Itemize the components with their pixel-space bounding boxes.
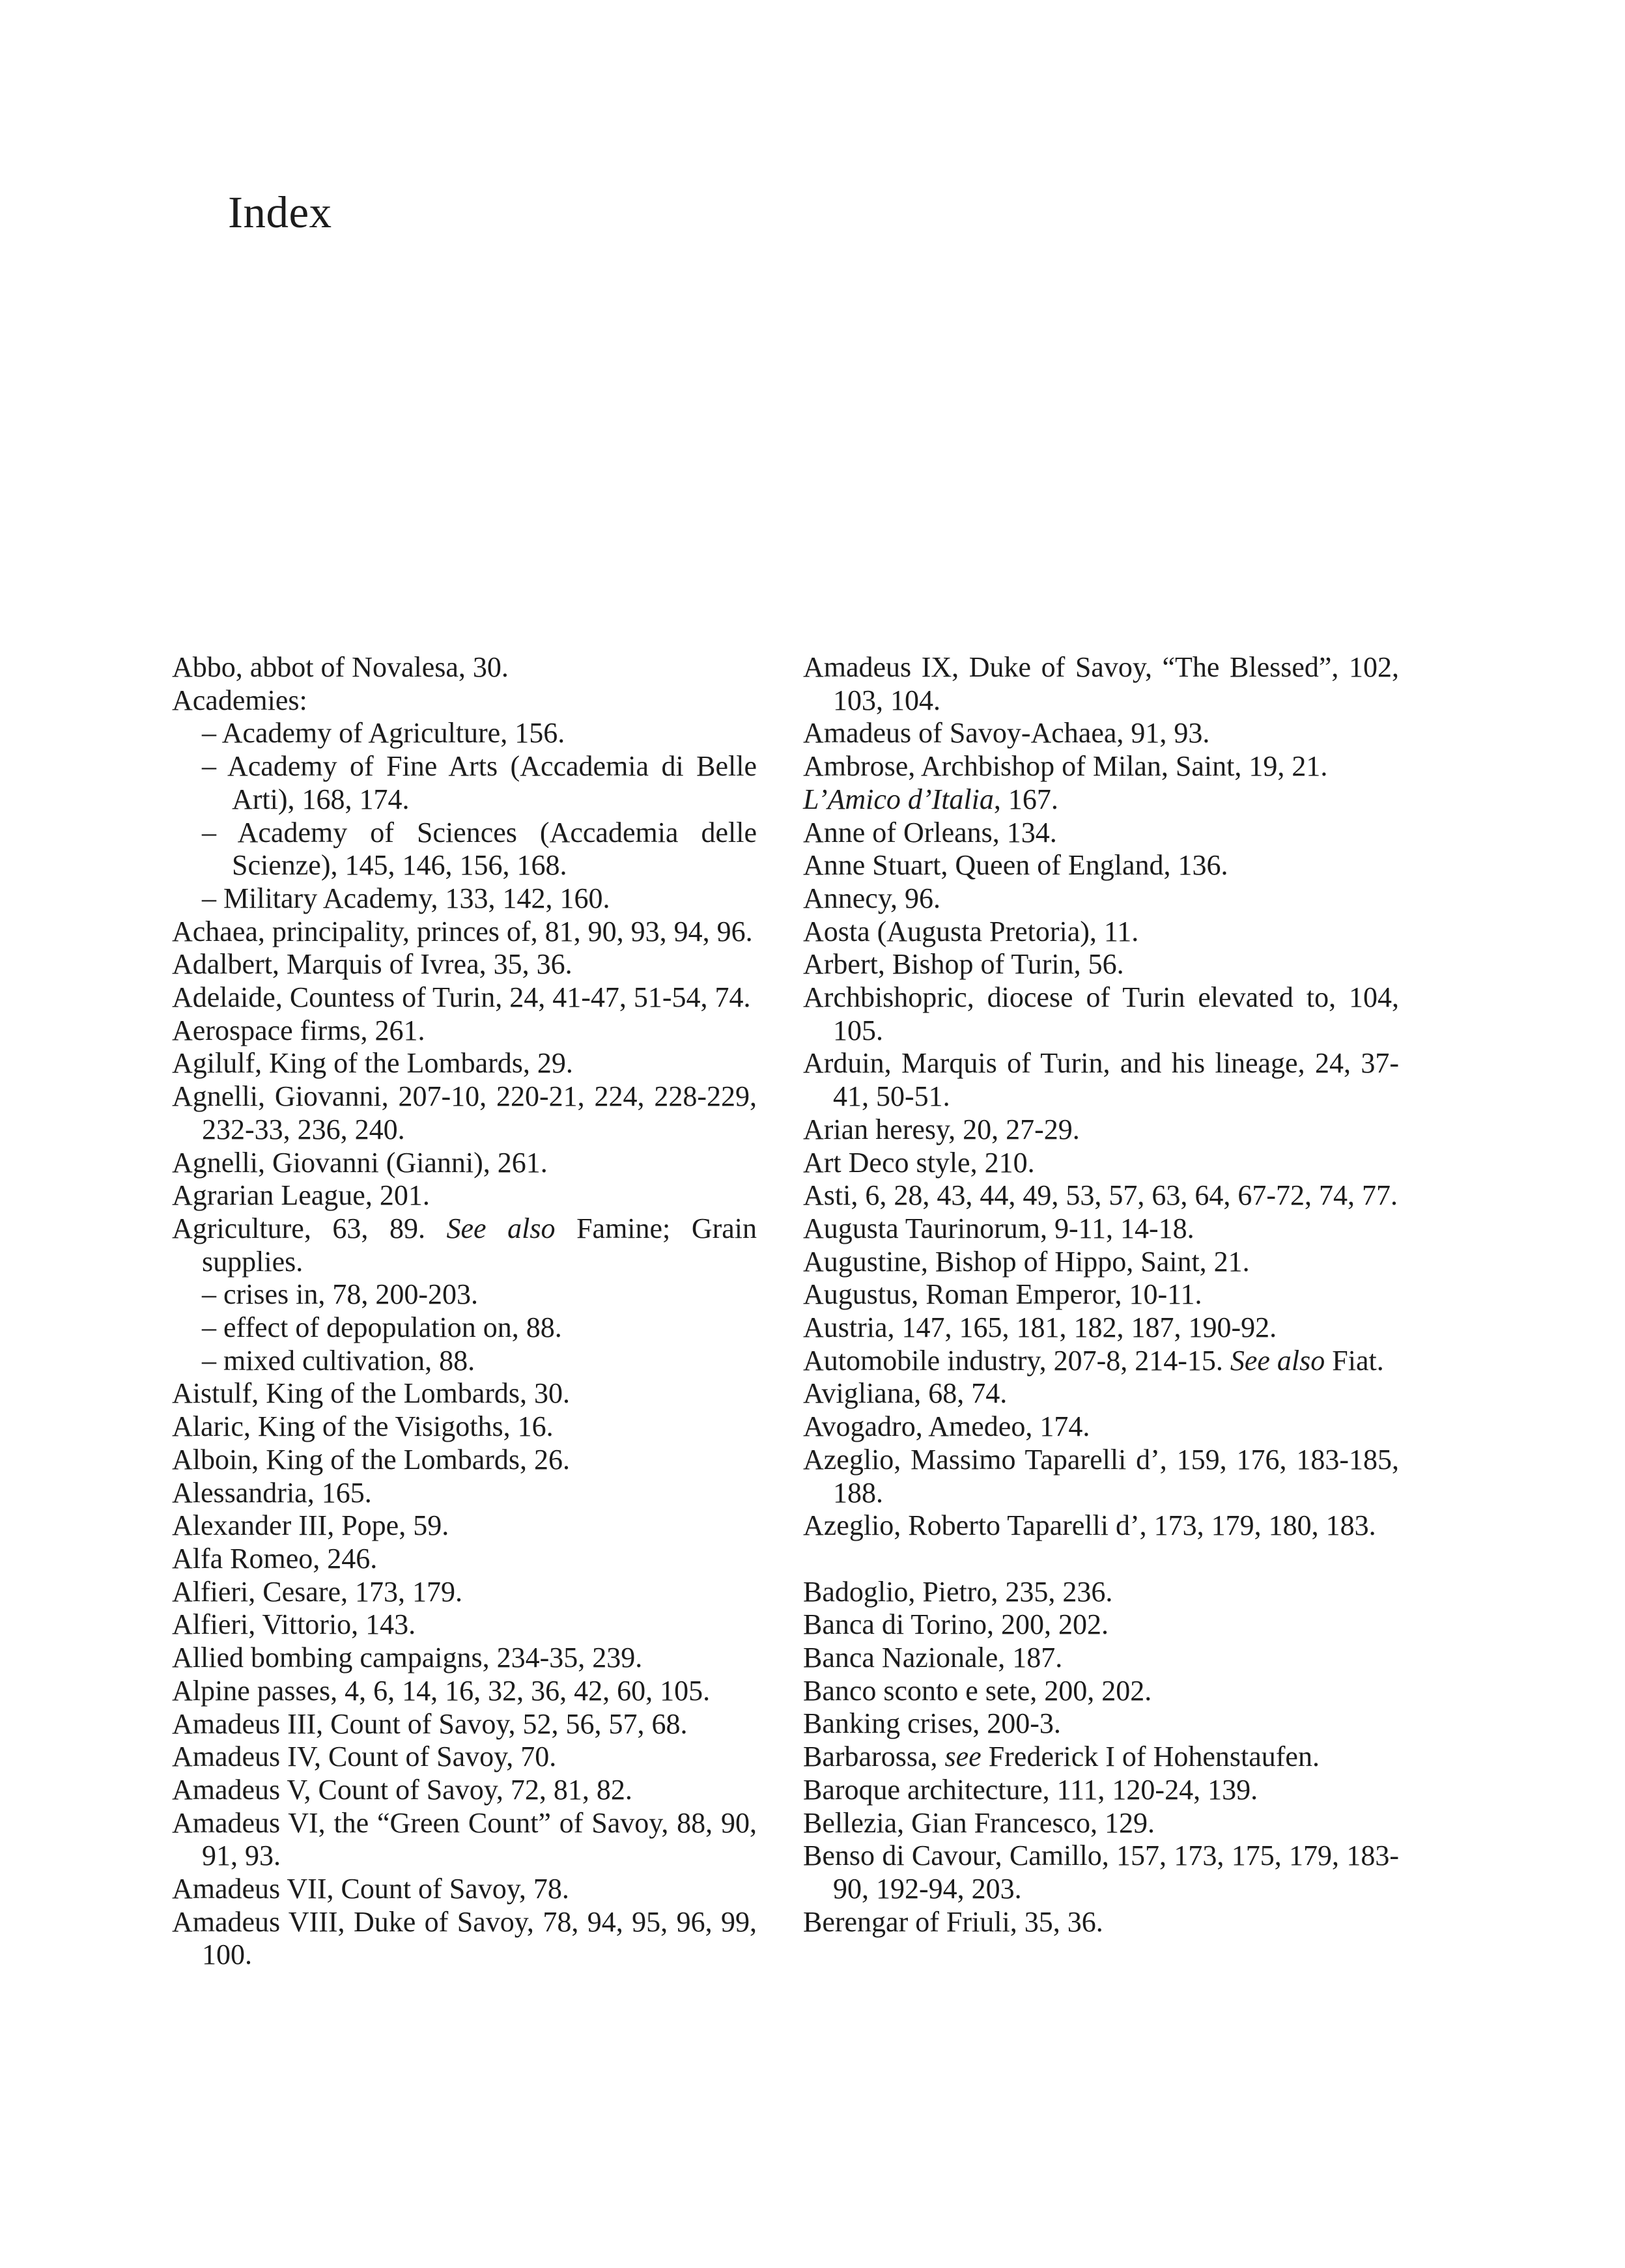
index-entry-text: Alboin, King of the Lombards, 26. — [172, 1443, 571, 1476]
index-entry-text: Agriculture, 63, 89. — [172, 1212, 447, 1244]
index-entry — [803, 1707, 1399, 1741]
index-entry — [803, 981, 1399, 1047]
index-entry-text: Baroque architecture, 111, 120-24, 139. — [803, 1773, 1258, 1806]
index-entry-text: Aerospace firms, 261. — [172, 1014, 425, 1046]
index-subentry — [172, 1278, 757, 1311]
index-entry-text: Achaea, principality, princes of, 81, 90, 93, 94, 96. — [172, 915, 753, 947]
index-entry — [803, 1807, 1399, 1840]
index-entry — [172, 1015, 757, 1048]
index-entry-text: Augusta Taurinorum, 9-11, 14-18. — [803, 1212, 1194, 1244]
index-entry-italic: L’Amico d’Italia — [803, 783, 994, 815]
index-entry-text: Azeglio, Roberto Taparelli d’, 173, 179, 180, 183. — [803, 1509, 1376, 1542]
index-entry — [803, 1246, 1399, 1279]
index-entry-text: Anne of Orleans, 134. — [803, 816, 1057, 848]
index-subentry — [172, 882, 757, 916]
index-entry — [803, 1047, 1399, 1113]
index-entry — [172, 1147, 757, 1180]
index-entry — [172, 1608, 757, 1642]
index-subentry — [172, 717, 757, 750]
index-entry — [172, 1080, 757, 1146]
index-entry-text: Alpine passes, 4, 6, 14, 16, 32, 36, 42, 60, 105. — [172, 1674, 711, 1707]
index-entry — [803, 1642, 1399, 1675]
index-entry — [172, 1741, 757, 1774]
index-entry — [172, 1543, 757, 1576]
index-entry-text: Alfa Romeo, 246. — [172, 1542, 378, 1575]
index-entry-text: Ambrose, Archbishop of Milan, Saint, 19, 21. — [803, 750, 1328, 783]
index-entry-text: Alfieri, Vittorio, 143. — [172, 1608, 416, 1641]
index-entry — [172, 1179, 757, 1212]
index-entry-text: – effect of depopulation on, 88. — [202, 1311, 562, 1344]
index-entry — [803, 882, 1399, 916]
index-entry-text: Frederick I of Hohenstaufen. — [981, 1741, 1320, 1773]
index-entry-text: Agrarian League, 201. — [172, 1179, 430, 1212]
index-subentry — [172, 817, 757, 882]
index-subentry — [172, 750, 757, 816]
index-entry-text: Banco sconto e sete, 200, 202. — [803, 1674, 1152, 1707]
index-entry — [172, 1906, 757, 1972]
index-entry-text: Aistulf, King of the Lombards, 30. — [172, 1377, 571, 1410]
index-entry-text: Annecy, 96. — [803, 882, 940, 914]
index-entry-text: Agilulf, King of the Lombards, 29. — [172, 1047, 573, 1080]
index-entry — [803, 1311, 1399, 1345]
index-entry-text: Amadeus VII, Count of Savoy, 78. — [172, 1873, 569, 1905]
index-entry-text: Arduin, Marquis of Turin, and his lineage, 24, 37-41, 50-51. — [803, 1047, 1399, 1113]
index-entry-text: – Academy of Fine Arts (Accademia di Belle Arti), 168, 174. — [202, 750, 757, 815]
index-entry — [803, 1906, 1399, 1939]
index-entry — [172, 1807, 757, 1873]
index-entry-text: Arian heresy, 20, 27-29. — [803, 1113, 1080, 1145]
index-entry-text: Anne Stuart, Queen of England, 136. — [803, 849, 1228, 882]
index-entry-text: , 167. — [993, 783, 1058, 815]
index-entry — [803, 817, 1399, 850]
index-entry — [803, 750, 1399, 783]
index-entry-text: Abbo, abbot of Novalesa, 30. — [172, 651, 509, 683]
index-entry-text: – Military Academy, 133, 142, 160. — [202, 882, 610, 914]
index-entry — [172, 651, 757, 684]
index-entry — [172, 1377, 757, 1410]
index-entry — [803, 1741, 1399, 1774]
index-entry — [172, 1047, 757, 1080]
index-entry — [803, 1113, 1399, 1147]
index-entry — [803, 1212, 1399, 1246]
index-subentry — [172, 1311, 757, 1345]
index-entry — [172, 1576, 757, 1609]
index-entry-text: Berengar of Friuli, 35, 36. — [803, 1905, 1103, 1938]
index-entry-text: Augustine, Bishop of Hippo, Saint, 21. — [803, 1245, 1250, 1278]
index-entry-text: Aosta (Augusta Pretoria), 11. — [803, 915, 1139, 947]
index-entry-text: Amadeus IV, Count of Savoy, 70. — [172, 1741, 557, 1773]
index-entry-text: Amadeus VI, the “Green Count” of Savoy, 88, 90, 91, 93. — [172, 1806, 757, 1872]
index-entry — [172, 1708, 757, 1741]
index-entry-text: Alessandria, 165. — [172, 1476, 372, 1509]
index-entry-text: Austria, 147, 165, 181, 182, 187, 190-92. — [803, 1311, 1277, 1344]
index-entry — [803, 948, 1399, 981]
index-entry-text: Alexander III, Pope, 59. — [172, 1509, 449, 1542]
index-column-left — [172, 651, 757, 1972]
index-entry-text: – mixed cultivation, 88. — [202, 1344, 475, 1377]
index-entry-text: Augustus, Roman Emperor, 10-11. — [803, 1278, 1202, 1311]
index-entry-text: Amadeus III, Count of Savoy, 52, 56, 57, 68. — [172, 1707, 688, 1740]
index-entry-text: Adalbert, Marquis of Ivrea, 35, 36. — [172, 948, 572, 981]
index-entry-text: Azeglio, Massimo Taparelli d’, 159, 176, 183-185, 188. — [803, 1443, 1399, 1509]
index-entry-text: Archbishopric, diocese of Turin elevated to, 104, 105. — [803, 981, 1399, 1046]
index-entry — [172, 1675, 757, 1708]
index-subentry — [172, 1345, 757, 1378]
index-entry — [172, 1477, 757, 1510]
index-letter-gap — [803, 1543, 1399, 1576]
index-entry — [803, 1840, 1399, 1905]
index-entry-text: Amadeus VIII, Duke of Savoy, 78, 94, 95, 96, 99, 100. — [172, 1905, 757, 1971]
index-entry — [803, 1675, 1399, 1708]
index-entry — [172, 1873, 757, 1906]
index-entry-text: Automobile industry, 207-8, 214-15. — [803, 1344, 1230, 1377]
index-entry-text: Allied bombing campaigns, 234-35, 239. — [172, 1642, 643, 1674]
index-entry — [172, 1212, 757, 1278]
index-entry — [172, 1444, 757, 1477]
index-entry-text: Amadeus V, Count of Savoy, 72, 81, 82. — [172, 1773, 632, 1806]
index-entry — [803, 1345, 1399, 1378]
page-title: Index — [228, 188, 332, 237]
index-entry — [172, 981, 757, 1015]
index-entry — [172, 1509, 757, 1543]
index-entry — [803, 651, 1399, 717]
index-entry — [803, 1377, 1399, 1410]
index-entry — [172, 684, 757, 718]
index-entry — [803, 783, 1399, 817]
index-entry-text: Barbarossa, — [803, 1741, 945, 1773]
index-entry — [172, 1410, 757, 1444]
index-entry — [803, 1179, 1399, 1212]
index-entry-text: Asti, 6, 28, 43, 44, 49, 53, 57, 63, 64, 67-72, 74, 77. — [803, 1179, 1398, 1212]
index-entry-text: Bellezia, Gian Francesco, 129. — [803, 1806, 1155, 1839]
index-entry-text: Benso di Cavour, Camillo, 157, 173, 175, 179, 183-90, 192-94, 203. — [803, 1840, 1399, 1905]
index-entry-text: Alfieri, Cesare, 173, 179. — [172, 1575, 462, 1608]
index-entry-italic: see — [944, 1741, 982, 1773]
index-entry-text: Fiat. — [1325, 1344, 1384, 1377]
index-entry-text: – Academy of Sciences (Accademia delle Scienze), 145, 146, 156, 168. — [202, 816, 757, 882]
index-entry — [803, 916, 1399, 949]
index-entry — [803, 1278, 1399, 1311]
index-entry — [803, 717, 1399, 750]
index-entry-text: Banca di Torino, 200, 202. — [803, 1608, 1109, 1641]
index-entry — [803, 1774, 1399, 1807]
index-entry — [803, 1576, 1399, 1609]
index-entry-text: Arbert, Bishop of Turin, 56. — [803, 948, 1124, 981]
index-entry — [803, 1147, 1399, 1180]
index-entry-text: – Academy of Agriculture, 156. — [202, 717, 565, 749]
index-entry-text: Agnelli, Giovanni (Gianni), 261. — [172, 1146, 548, 1179]
index-entry-text: Amadeus of Savoy-Achaea, 91, 93. — [803, 717, 1210, 749]
index-column-right — [803, 651, 1399, 1939]
index-entry-text: Art Deco style, 210. — [803, 1146, 1035, 1179]
index-entry-text: Badoglio, Pietro, 235, 236. — [803, 1575, 1113, 1608]
index-entry-text: Famine; Grain supplies. — [202, 1212, 757, 1278]
index-entry — [803, 1410, 1399, 1444]
index-entry — [803, 1444, 1399, 1509]
index-entry-text: Alaric, King of the Visigoths, 16. — [172, 1410, 554, 1443]
index-entry — [172, 1642, 757, 1675]
index-entry-text: Adelaide, Countess of Turin, 24, 41-47, 51-54, 74. — [172, 981, 751, 1014]
index-entry-text: Banking crises, 200-3. — [803, 1707, 1061, 1740]
index-entry-italic: See also — [446, 1212, 556, 1244]
index-entry — [803, 849, 1399, 882]
index-entry — [172, 948, 757, 981]
index-entry-text: Agnelli, Giovanni, 207-10, 220-21, 224, 228-229, 232-33, 236, 240. — [172, 1080, 757, 1145]
index-entry — [803, 1608, 1399, 1642]
index-entry-text: Avigliana, 68, 74. — [803, 1377, 1008, 1410]
index-entry-text: Avogadro, Amedeo, 174. — [803, 1410, 1090, 1443]
index-entry — [172, 916, 757, 949]
index-entry — [803, 1509, 1399, 1543]
index-entry — [172, 1774, 757, 1807]
index-entry-text: Academies: — [172, 684, 307, 716]
index-entry-text: Banca Nazionale, 187. — [803, 1642, 1063, 1674]
index-entry-italic: See also — [1230, 1344, 1325, 1377]
index-entry-text: Amadeus IX, Duke of Savoy, “The Blessed”, 102, 103, 104. — [803, 651, 1399, 716]
index-entry-text: – crises in, 78, 200-203. — [202, 1278, 479, 1311]
